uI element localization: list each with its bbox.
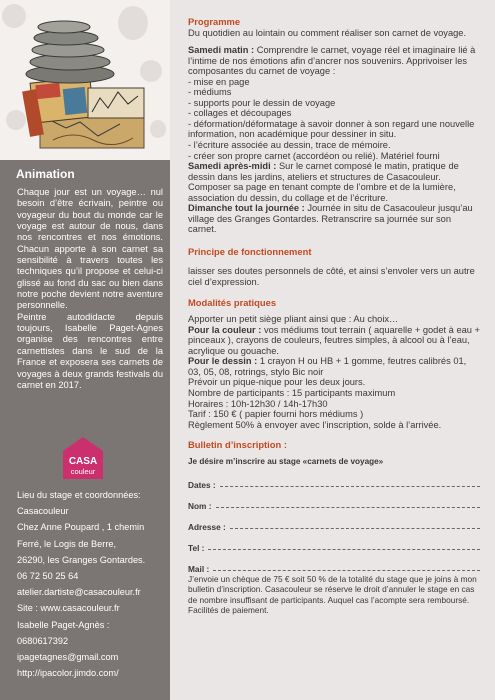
section-title-modalites: Modalités pratiques [188,296,277,308]
pour-le-dessin-text: 1 crayon H ou HB + 1 gomme, feutres calibrés 01, 03, 05, 08, rotrings, stylo Bic noir [188,356,467,377]
contact-heading: Lieu du stage et coordonnées: [17,490,141,500]
nom-input-line[interactable] [216,507,480,508]
programme-item: - l’écriture associée au dessin, trace de mémoire. [188,140,391,151]
programme-intro: Du quotidien au lointain ou comment réaliser son carnet de voyage. [188,27,467,38]
website-link[interactable]: http://ipacolor.jimdo.com/ [17,668,119,679]
mail-input-line[interactable] [213,570,480,571]
programme-item: - médiums [188,87,232,98]
email-link[interactable]: atelier.dartiste@casacouleur.fr [17,587,141,598]
dimanche-paragraph [188,203,480,235]
principe-text: laisser ses doutes personnels de côté, et ainsi s’envoler vers un autre ciel d’expression. [188,266,475,288]
adresse-field[interactable] [188,511,480,532]
dates-field[interactable] [188,469,480,490]
dates-input-line[interactable] [220,486,480,487]
mail-label: Mail : [188,563,210,574]
contact-line: 26290, les Granges Gontardes. [17,554,146,565]
samedi-matin-paragraph [188,45,480,77]
contact-line: Isabelle Paget-Agnès : [17,619,110,630]
dimanche-text: Journée in situ de Casacouleur jusqu’au village des Granges Gontardes. Retranscrire sa journée sur son carnet. [188,203,473,235]
tel-input-line[interactable] [208,549,480,550]
logo-text-bottom: couleur [70,467,96,476]
samedi-apres-midi-label: Samedi après-midi : [188,161,277,172]
programme-item: - supports pour le dessin de voyage [188,97,336,108]
casacouleur-logo [63,437,103,479]
animation-text [17,187,163,391]
samedi-apres-midi-text: Sur le carnet composé le matin, pratique de dessin dans les jardins, ateliers et structures de Casacouleur. Composer sa page en tenant compte de l’ombre et de la lumière, association du dessin, du collage et de l’écriture. [188,161,459,203]
pour-la-couleur-label: Pour la couleur : [188,324,262,335]
programme-item: - déformation/déformatage à savoir donner à son regard une nouvelle information, non académique pour dessiner in situ. [188,118,475,140]
animation-paragraph: Peintre autodidacte depuis toujours, Isabelle Paget-Agnes organise des rencontres entre carnettistes dans le sud de la France et exposera ses carnets de voyages à deux grands festivals du carnet en 2017. [17,311,163,390]
nom-field[interactable] [188,490,480,511]
tel-field[interactable] [188,532,480,553]
main-content [188,17,480,615]
adresse-input-line[interactable] [230,528,480,529]
modalites-line: Prévoir un pique-nique pour les deux jours. [188,377,366,388]
modalites-line: Règlement 50% à envoyer avec l’inscription, solde à l’arrivée. [188,419,442,430]
samedi-apres-midi-paragraph [188,161,480,203]
contact-line: Chez Anne Poupard , 1 chemin [17,522,145,533]
tel-label: Tel : [188,542,205,553]
payment-note: J’envoie un chèque de 75 € soit 50 % de la totalité du stage que je joins à mon bulletin d’inscription. Casacouleur se réserve le droit d’annuler le stage en cas de nombre insuffisant de participants. Auquel cas l’acompte sera remboursé. Facilités de paiement. [188,574,477,615]
modalites-line: Tarif : 150 € ( papier fourni hors médiums ) [188,409,364,420]
nom-label: Nom : [188,500,212,511]
contact-line: Casacouleur [17,506,69,517]
registration-form [188,457,480,615]
animation-paragraph: Chaque jour est un voyage… nul besoin d’être écrivain, peintre ou voyageur du bout du monde car le voyage est autour de nous, dans nos rencontres et nos émotions. Chacun apporte à son carnet sa sensibilité à travers toutes les techniques qu’il propose et celui-ci glissé au fond du sac ou bien dans notre poche devient notre aventure personnelle. [17,187,163,311]
programme-item: - créer son propre carnet (accordéon ou relié). Matériel fourni [188,150,440,161]
samedi-matin-text: Comprendre le carnet, voyage réel et imaginaire lié à l’intime de nos émotions afin d’ancrer nos souvenirs. Apprivoiser les composantes du carnet de voyage : [188,45,476,77]
pour-le-dessin-label: Pour le dessin : [188,356,258,367]
website-link[interactable]: Site : www.casacouleur.fr [17,603,120,614]
sidebar [0,0,170,700]
samedi-matin-label: Samedi matin : [188,45,255,56]
contact-line: Ferré, le Logis de Berre, [17,538,117,549]
mail-field[interactable] [188,553,480,574]
programme-item: - collages et découpages [188,108,292,119]
modalites-intro: Apporter un petit siège pliant ainsi que : Au choix… [188,314,399,325]
logo-text-top: CASA [68,456,98,467]
phone-number[interactable]: 0680617392 [17,635,69,646]
form-intro: Je désire m’inscrire au stage «carnets de voyage» [188,456,384,466]
modalites-line: Nombre de participants : 15 participants maximum [188,387,396,398]
adresse-label: Adresse : [188,521,226,532]
dates-label: Dates : [188,479,216,490]
section-title-animation: Animation [16,167,75,181]
phone-number[interactable]: 06 72 50 25 64 [17,571,79,582]
dimanche-label: Dimanche tout la journée : [188,203,305,214]
section-title-bulletin: Bulletin d’inscription : [188,439,287,451]
pour-la-couleur-text: vos médiums tout terrain ( aquarelle + godet à eau + pinceaux ), crayons de couleurs, feutres simples, à alcool ou à l’eau, acrylique ou gouache. [188,324,480,356]
email-link[interactable]: ipagetagnes@gmail.com [17,652,119,663]
section-title-programme: Programme [188,16,241,27]
contact-info [17,487,167,681]
programme-item: - mise en page [188,76,250,87]
modalites-line: Horaires : 10h-12h30 / 14h-17h30 [188,398,328,409]
illustration-panel [0,0,170,160]
pour-la-couleur-paragraph [188,325,480,357]
pour-le-dessin-paragraph [188,356,480,377]
section-title-principe: Principe de fonctionnement [188,245,312,257]
sketchbooks-illustration [18,16,148,152]
